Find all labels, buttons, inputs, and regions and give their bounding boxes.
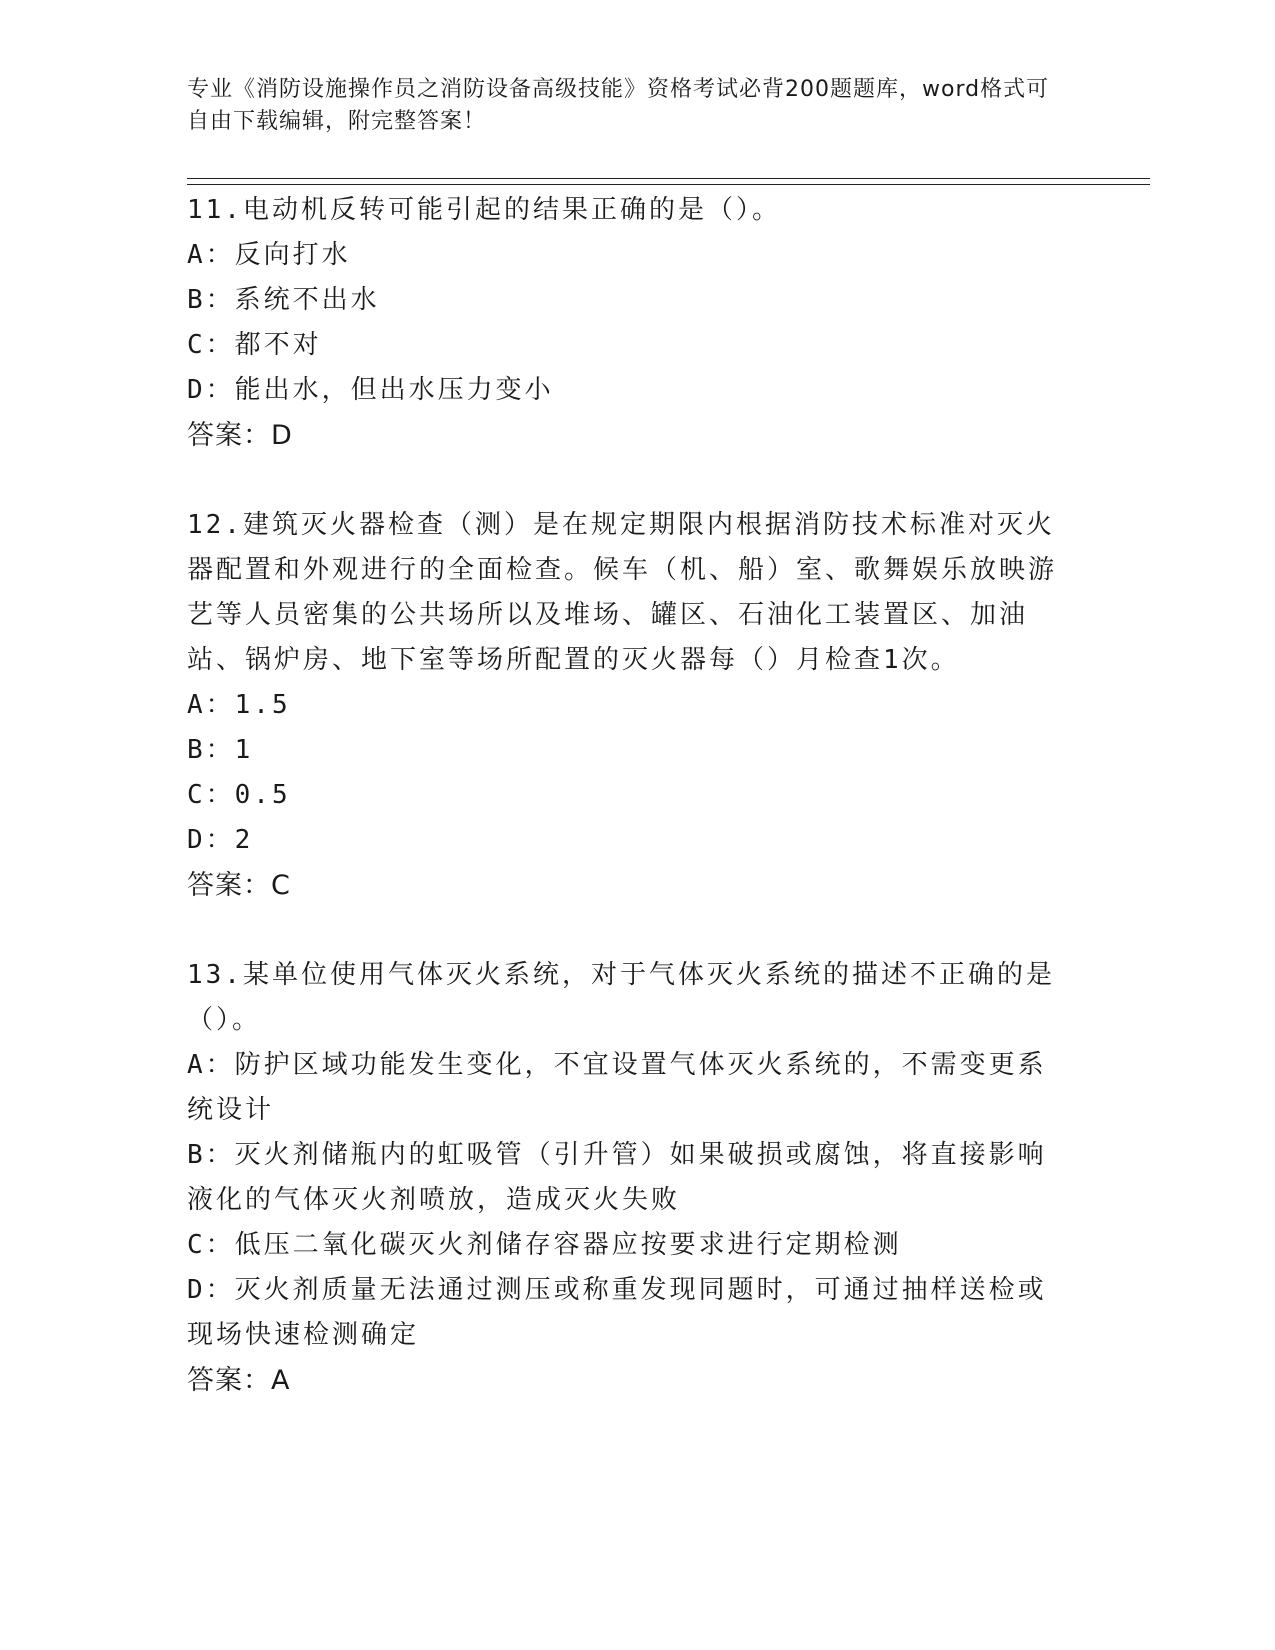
option-c: C：都不对: [187, 330, 322, 360]
question-11: [187, 188, 1067, 458]
option-a: A：反向打水: [187, 240, 351, 270]
answer-line: 答案：A: [187, 1365, 291, 1396]
question-spacer: [187, 908, 1067, 953]
question-spacer: [187, 458, 1067, 503]
question-list: [187, 188, 1067, 1403]
option-d: D：2: [187, 825, 254, 855]
option-a: A：1.5: [187, 690, 291, 720]
document-header: 专业《消防设施操作员之消防设备高级技能》资格考试必背200题题库，word格式可自由下载编辑，附完整答案！: [187, 77, 1050, 134]
option-b: B：灭火剂储瓶内的虹吸管（引升管）如果破损或腐蚀，将直接影响液化的气体灭火剂喷放，造成灭火失败: [187, 1140, 1047, 1215]
question-13: [187, 953, 1067, 1403]
answer-line: 答案：D: [187, 420, 293, 451]
option-c: C：低压二氧化碳灭火剂储存容器应按要求进行定期检测: [187, 1230, 902, 1260]
option-c: C：0.5: [187, 780, 291, 810]
header-divider: [187, 178, 1150, 185]
option-b: B：系统不出水: [187, 285, 380, 315]
option-a: A：防护区域功能发生变化，不宜设置气体灭火系统的，不需变更系统设计: [187, 1050, 1047, 1125]
question-12: [187, 503, 1067, 908]
answer-line: 答案：C: [187, 870, 291, 901]
question-text: 13.某单位使用气体灭火系统，对于气体灭火系统的描述不正确的是（）。: [187, 960, 1055, 1035]
option-b: B：1: [187, 735, 254, 765]
option-d: D：灭火剂质量无法通过测压或称重发现同题时，可通过抽样送检或现场快速检测确定: [187, 1275, 1047, 1350]
question-text: 12.建筑灭火器检查（测）是在规定期限内根据消防技术标准对灭火器配置和外观进行的全面检查。候车（机、船）室、歌舞娱乐放映游艺等人员密集的公共场所以及堆场、罐区、石油化工装置区、加油站、锅炉房、地下室等场所配置的灭火器每（）月检查1次。: [187, 510, 1058, 675]
option-d: D：能出水，但出水压力变小: [187, 375, 554, 405]
question-text: 11.电动机反转可能引起的结果正确的是（）。: [187, 195, 781, 225]
